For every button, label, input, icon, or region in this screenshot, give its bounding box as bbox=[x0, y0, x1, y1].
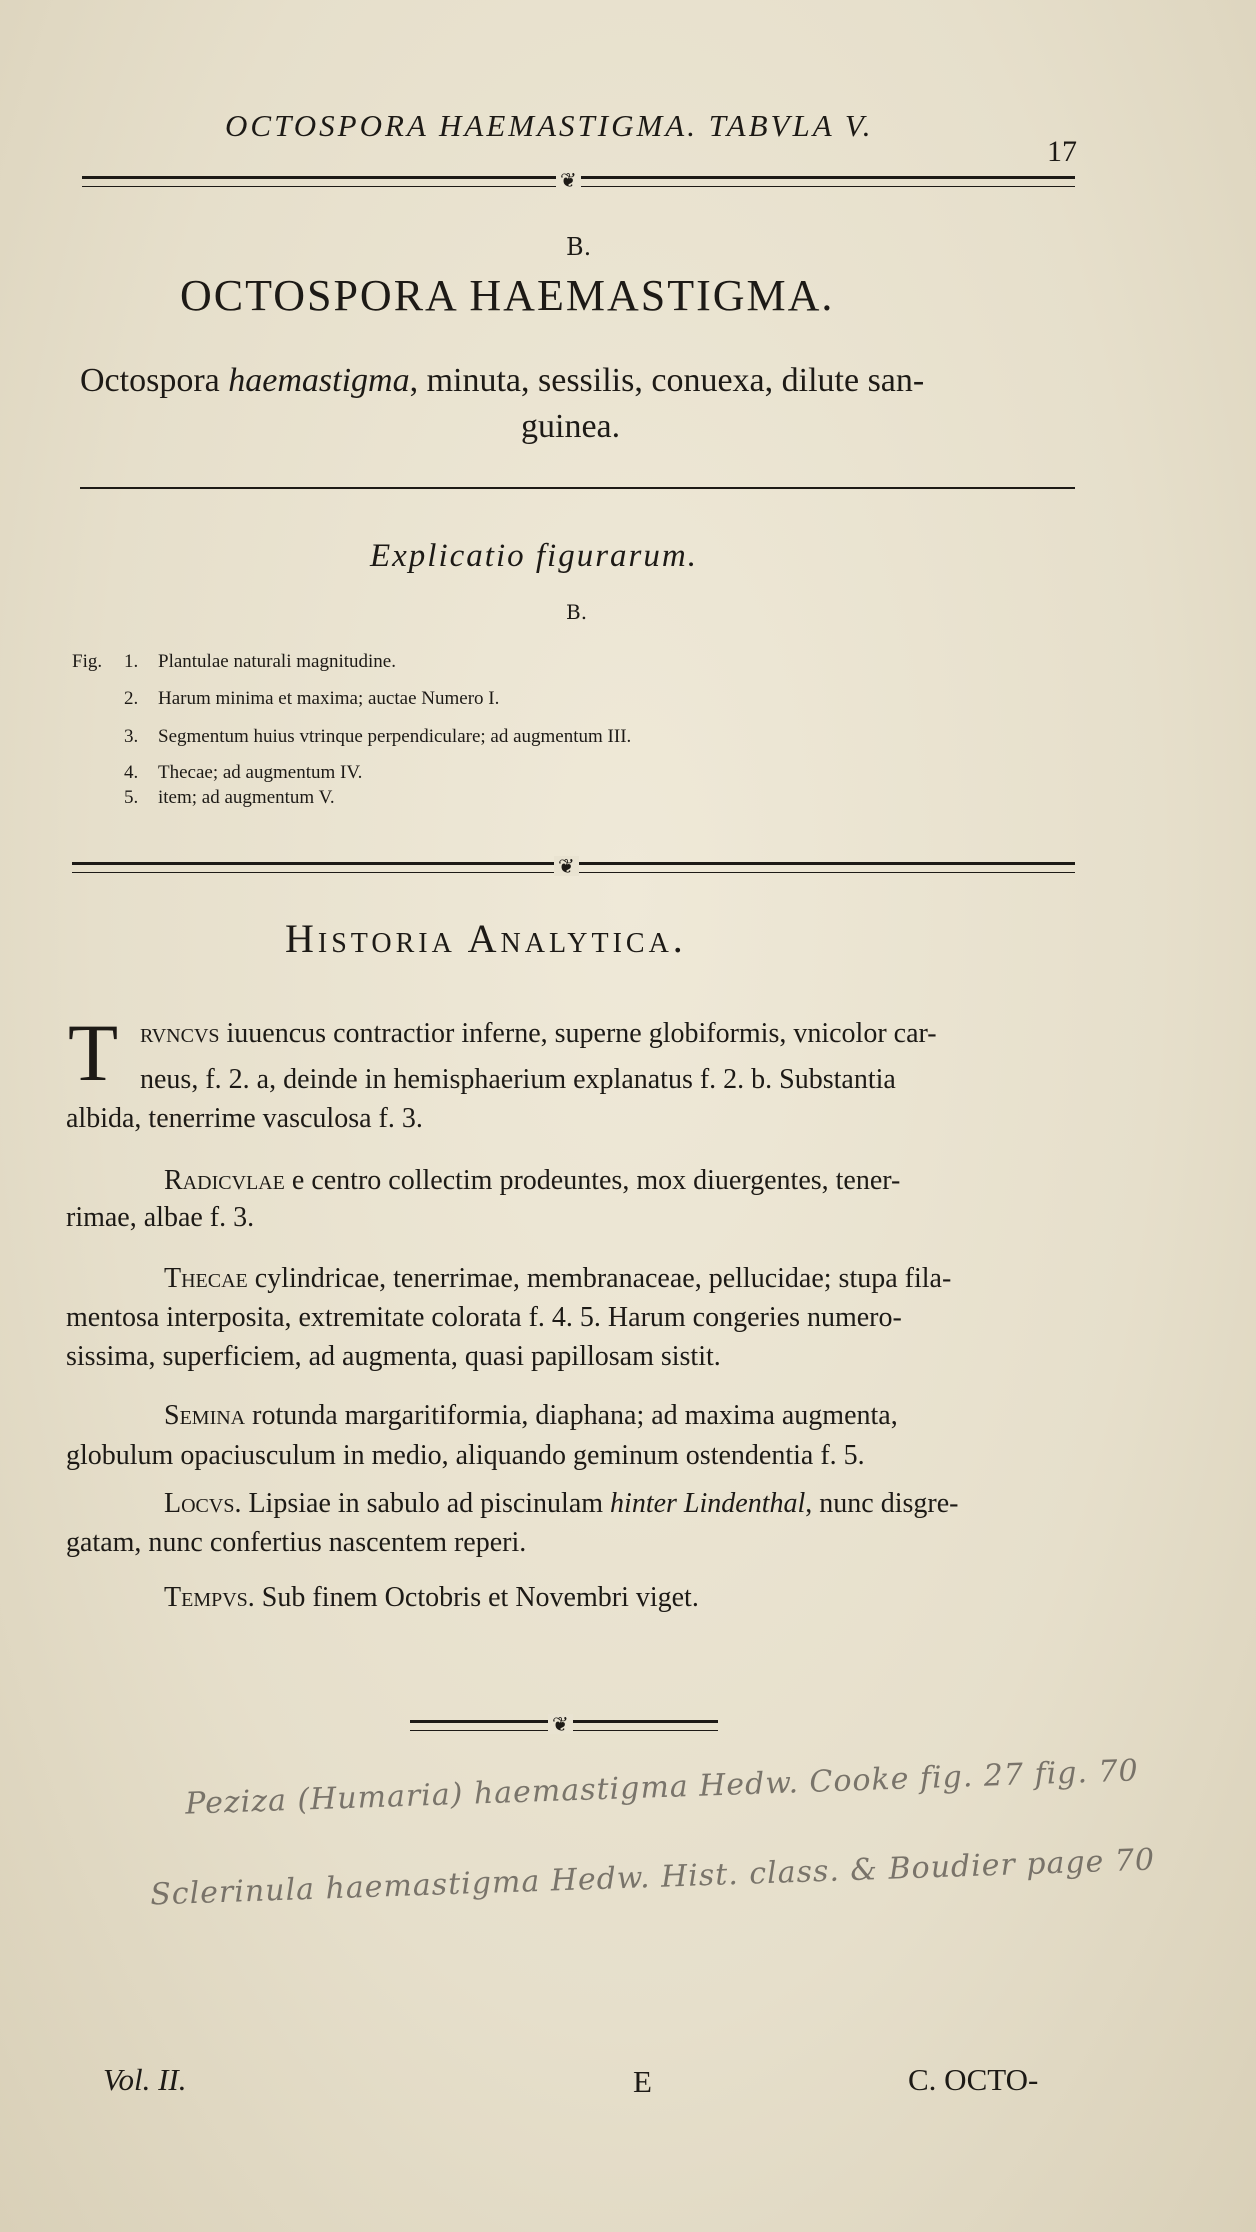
thecae-line2: mentosa interposita, extremitate colorata f. 4. 5. Harum congeries numero- bbox=[66, 1302, 902, 1333]
page-number: 17 bbox=[1047, 135, 1077, 168]
radiculae-line1 bbox=[164, 1165, 900, 1197]
truncus-line1 bbox=[140, 1018, 937, 1050]
handwritten-note-2: Sclerinula haemastigma Hedw. Hist. class. & Boudier page 70 bbox=[149, 1842, 1156, 1913]
fig-num-3: 3. bbox=[124, 726, 139, 747]
explicatio-letter: B. bbox=[566, 600, 588, 624]
drop-cap: T bbox=[68, 1007, 119, 1098]
locus-word: Locvs. bbox=[164, 1488, 242, 1519]
truncus-text1: iuuencus contractior inferne, superne globiformis, vnicolor car- bbox=[219, 1018, 937, 1049]
running-head: OCTOSPORA HAEMASTIGMA. TABVLA V. bbox=[225, 108, 874, 143]
locus-post: , nunc disgre- bbox=[805, 1488, 959, 1519]
fig-text-3: Segmentum huius vtrinque perpendiculare; ad augmentum III. bbox=[158, 726, 632, 747]
footer-catchword: C. OCTO- bbox=[908, 2062, 1039, 2097]
diagnosis-rest: , minuta, sessilis, conuexa, dilute san- bbox=[409, 362, 925, 399]
radiculae-text1: e centro collectim prodeuntes, mox diuergentes, tener- bbox=[284, 1165, 901, 1196]
tempus-word: Tempvs. bbox=[164, 1582, 255, 1613]
section-letter: B. bbox=[566, 233, 592, 261]
historia-heading: Historia Analytica. bbox=[285, 916, 687, 961]
tempus-text: Sub finem Octobris et Novembri viget. bbox=[254, 1582, 699, 1613]
tempus-line bbox=[164, 1582, 699, 1614]
section-rule-ornament: ❦ bbox=[554, 856, 579, 876]
fig-text-5: item; ad augmentum V. bbox=[158, 787, 335, 808]
thecae-line1 bbox=[164, 1263, 951, 1295]
fig-num-2: 2. bbox=[124, 688, 139, 709]
mid-rule bbox=[80, 487, 1075, 489]
handwritten-note-1: Peziza (Humaria) haemastigma Hedw. Cooke fig. 27 fig. 70 bbox=[184, 1753, 1140, 1822]
radiculae-word: Radicvlae bbox=[164, 1165, 285, 1196]
diagnosis-line2: guinea. bbox=[521, 408, 621, 445]
radiculae-line2: rimae, albae f. 3. bbox=[66, 1202, 255, 1233]
semina-line2: globulum opaciusculum in medio, aliquando geminum ostendentia f. 5. bbox=[66, 1440, 865, 1471]
end-rule-ornament: ❦ bbox=[548, 1714, 573, 1734]
footer-volume: Vol. II. bbox=[103, 2062, 187, 2097]
thecae-line3: sissima, superficiem, ad augmenta, quasi papillosam sistit. bbox=[66, 1341, 721, 1372]
locus-line2: gatam, nunc confertius nascentem reperi. bbox=[66, 1527, 527, 1558]
fig-text-1: Plantulae naturali magnitudine. bbox=[158, 651, 396, 672]
explicatio-heading: Explicatio figurarum. bbox=[370, 538, 698, 574]
diagnosis-species: haemastigma bbox=[228, 362, 410, 399]
semina-text1: rotunda margaritiformia, diaphana; ad maxima augmenta, bbox=[245, 1400, 898, 1431]
truncus-line2: neus, f. 2. a, deinde in hemisphaerium explanatus f. 2. b. Substantia bbox=[140, 1064, 896, 1095]
fig-text-2: Harum minima et maxima; auctae Numero I. bbox=[158, 688, 500, 709]
diagnosis bbox=[80, 362, 924, 400]
fig-label: Fig. bbox=[72, 651, 103, 672]
semina-word: Semina bbox=[164, 1400, 246, 1431]
species-title: OCTOSPORA HAEMASTIGMA. bbox=[180, 271, 835, 320]
fig-num-4: 4. bbox=[124, 762, 139, 783]
truncus-word: rvncvs bbox=[140, 1018, 220, 1049]
truncus-line3: albida, tenerrime vasculosa f. 3. bbox=[66, 1103, 423, 1134]
fig-num-1: 1. bbox=[124, 651, 139, 672]
semina-line1 bbox=[164, 1400, 898, 1432]
top-rule-ornament: ❦ bbox=[556, 170, 581, 190]
locus-pre: Lipsiae in sabulo ad piscinulam bbox=[241, 1488, 611, 1519]
diagnosis-prefix: Octospora bbox=[80, 362, 229, 399]
locus-line1 bbox=[164, 1488, 958, 1520]
locus-italic: hinter Lindenthal bbox=[610, 1488, 806, 1519]
thecae-word: Thecae bbox=[164, 1263, 248, 1294]
fig-text-4: Thecae; ad augmentum IV. bbox=[158, 762, 363, 783]
footer-signature: E bbox=[633, 2064, 652, 2099]
thecae-text1: cylindricae, tenerrimae, membranaceae, pellucidae; stupa fila- bbox=[247, 1263, 952, 1294]
fig-num-5: 5. bbox=[124, 787, 139, 808]
